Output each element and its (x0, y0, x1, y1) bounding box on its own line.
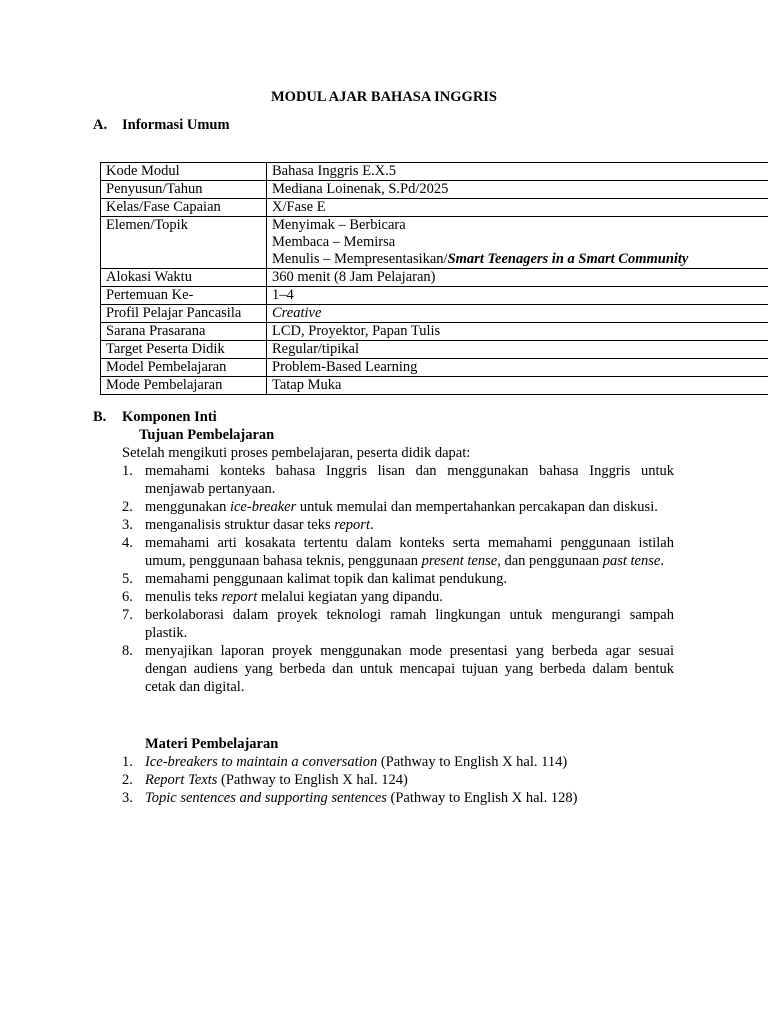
section-a-title: Informasi Umum (122, 117, 230, 133)
materi-item (122, 789, 674, 807)
italic-term: report (334, 517, 370, 533)
table-key: Kode Modul (101, 163, 267, 181)
italic-term: present tense (421, 553, 498, 569)
table-row (101, 217, 768, 269)
table-row (101, 341, 768, 359)
table-key: Alokasi Waktu (101, 269, 267, 287)
list-text: untuk memulai dan mempertahankan percakapan dan diskusi. (296, 499, 658, 515)
tujuan-item (122, 606, 674, 642)
table-key: Pertemuan Ke- (101, 287, 267, 305)
list-number: 4. (122, 535, 133, 551)
list-text: memahami arti kosakata tertentu dalam konteks serta memahami penggunaan istilah umum, penggunaan bahasa teknis, penggunaan (145, 535, 674, 569)
table-key: Penyusun/Tahun (101, 181, 267, 199)
list-text: menyajikan laporan proyek menggunakan mode presentasi yang berbeda agar sesuai dengan audiens yang berbeda dan untuk mencapai tujuan yang berbeda dalam bentuk cetak dan digital. (145, 643, 674, 695)
info-table (100, 162, 768, 395)
section-a-heading (93, 116, 230, 134)
tujuan-item (122, 462, 674, 498)
list-text: . (660, 553, 664, 569)
table-key: Profil Pelajar Pancasila (101, 305, 267, 323)
table-row (101, 377, 768, 395)
table-key: Elemen/Topik (101, 217, 267, 269)
tujuan-list (122, 462, 674, 696)
section-a-number: A. (93, 117, 108, 133)
table-value: 360 menit (8 Jam Pelajaran) (267, 269, 768, 287)
list-text: berkolaborasi dalam proyek teknologi ramah lingkungan untuk mengurangi sampah plastik. (145, 607, 674, 641)
list-number: 1. (122, 754, 133, 770)
italic-term: Topic sentences and supporting sentences (145, 790, 387, 806)
materi-item (122, 771, 674, 789)
italic-term: Ice-breakers to maintain a conversation (145, 754, 378, 770)
tujuan-item (122, 534, 674, 570)
table-value: X/Fase E (267, 199, 768, 217)
table-row (101, 269, 768, 287)
tujuan-heading: Tujuan Pembelajaran (139, 427, 275, 443)
list-number: 6. (122, 589, 133, 605)
italic-term: Report Texts (145, 772, 218, 788)
list-number: 8. (122, 643, 133, 659)
topic-line (272, 251, 768, 268)
italic-term: report (221, 589, 258, 605)
italic-term: ice-breaker (229, 499, 297, 515)
list-number: 7. (122, 607, 133, 623)
table-key: Sarana Prasarana (101, 323, 267, 341)
table-row (101, 199, 768, 217)
list-text: , dan penggunaan (497, 553, 603, 569)
document-title: MODUL AJAR BAHASA INGGRIS (271, 89, 497, 105)
list-text: (Pathway to English X hal. 128) (386, 790, 578, 806)
tujuan-item (122, 570, 674, 588)
table-value: LCD, Proyektor, Papan Tulis (267, 323, 768, 341)
topic-line: Membaca – Memirsa (272, 234, 396, 250)
tujuan-intro: Setelah mengikuti proses pembelajaran, peserta didik dapat: (122, 445, 471, 461)
table-key: Kelas/Fase Capaian (101, 199, 267, 217)
table-row (101, 323, 768, 341)
list-number: 2. (122, 499, 133, 515)
topic-theme: Smart Teenagers in a Smart Community (447, 251, 689, 267)
list-text: (Pathway to English X hal. 114) (377, 754, 568, 770)
tujuan-item (122, 516, 674, 534)
section-b-title: Komponen Inti (122, 409, 217, 425)
table-key: Target Peserta Didik (101, 341, 267, 359)
list-text: menganalisis struktur dasar teks (145, 517, 335, 533)
table-row (101, 305, 768, 323)
table-key: Model Pembelajaran (101, 359, 267, 377)
materi-heading: Materi Pembelajaran (145, 736, 279, 752)
table-value: Problem-Based Learning (267, 359, 768, 377)
list-text: memahami penggunaan kalimat topik dan kalimat pendukung. (145, 571, 508, 587)
tujuan-item (122, 498, 674, 516)
table-value: Mediana Loinenak, S.Pd/2025 (267, 181, 768, 199)
list-text: melalui kegiatan yang dipandu. (257, 589, 443, 605)
italic-term: past tense (602, 553, 661, 569)
materi-item (122, 753, 674, 771)
table-row (101, 287, 768, 305)
table-value: Tatap Muka (267, 377, 768, 395)
materi-list (122, 753, 674, 807)
list-text: (Pathway to English X hal. 124) (217, 772, 408, 788)
table-row (101, 359, 768, 377)
table-row (101, 181, 768, 199)
topic-line-prefix: Menulis – Mempresentasikan/ (272, 251, 448, 267)
tujuan-item (122, 588, 674, 606)
topic-line: Menyimak – Berbicara (272, 217, 406, 233)
list-number: 3. (122, 790, 133, 806)
table-value: Creative (267, 305, 768, 323)
list-text: memahami konteks bahasa Inggris lisan dan menggunakan bahasa Inggris untuk menjawab pertanyaan. (145, 463, 674, 497)
list-number: 1. (122, 463, 133, 479)
list-number: 5. (122, 571, 133, 587)
table-value: Bahasa Inggris E.X.5 (267, 163, 768, 181)
table-value: 1–4 (267, 287, 768, 305)
section-b-heading (93, 408, 217, 426)
table-key: Mode Pembelajaran (101, 377, 267, 395)
table-row (101, 163, 768, 181)
table-value (267, 217, 768, 269)
list-text: menggunakan (145, 499, 230, 515)
list-text: menulis teks (145, 589, 222, 605)
list-text: . (369, 517, 374, 533)
list-number: 3. (122, 517, 133, 533)
section-b-number: B. (93, 409, 107, 425)
table-value: Regular/tipikal (267, 341, 768, 359)
tujuan-item (122, 642, 674, 696)
list-number: 2. (122, 772, 133, 788)
